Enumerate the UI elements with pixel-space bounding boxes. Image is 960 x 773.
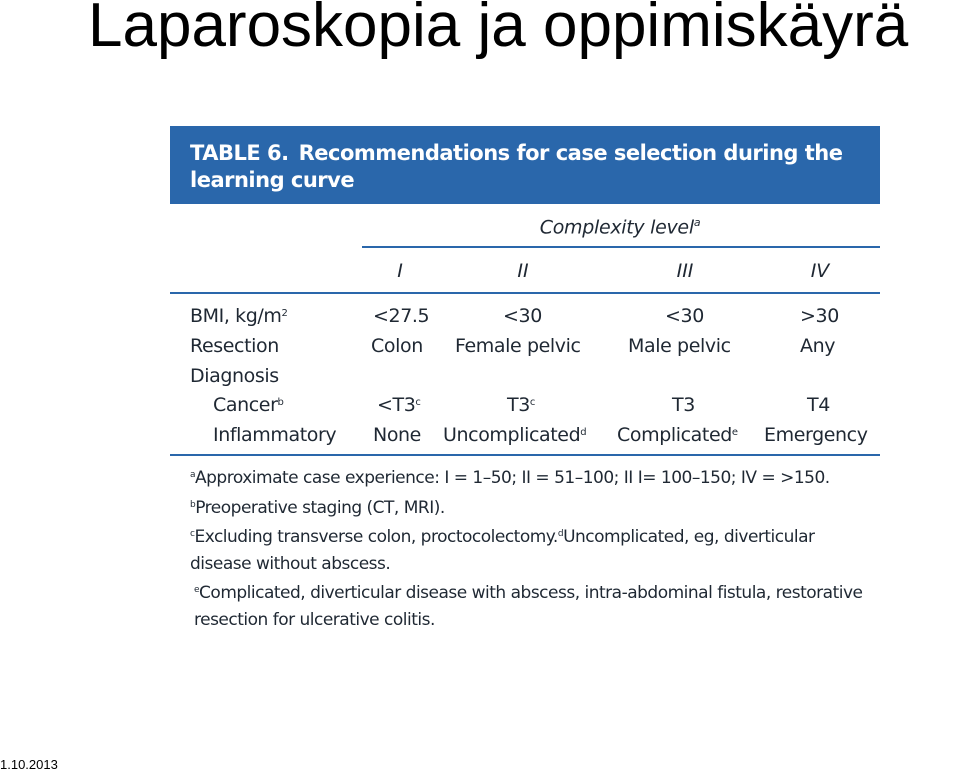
cell-inflammatory-level-3: Complicated$^e$ <box>617 424 738 446</box>
complexity-header-mark: a <box>693 216 701 229</box>
slide-date: 1.10.2013 <box>0 757 58 772</box>
rule-body-bottom <box>170 454 880 456</box>
cell-bmi-level-1: <27.5 <box>373 305 430 327</box>
rule-complexity <box>362 246 880 248</box>
table-caption-bar <box>170 126 880 204</box>
complexity-header-text: Complexity level <box>539 216 694 239</box>
slide-title: Laparoskopia ja oppimiskäyrä <box>88 0 909 60</box>
rule-header <box>170 292 880 294</box>
complexity-level-header <box>360 216 880 238</box>
cell-bmi-level-4: >30 <box>800 305 839 327</box>
cell-cancer-level-1: $<T3^c$ <box>377 394 421 416</box>
row-label-inflammatory: Inflammatory <box>213 424 337 446</box>
cell-inflammatory-level-4: Emergency <box>764 424 868 446</box>
row-label-diagnosis: Diagnosis <box>190 365 279 387</box>
cell-bmi-level-3: <30 <box>665 305 704 327</box>
cell-resection-level-1: Colon <box>371 335 423 357</box>
column-header-level-4: IV <box>810 260 830 282</box>
footnote-e: $^e$Complicated, diverticular disease with abscess, intra-abdominal fistula, restorative resection for ulcerative colitis. <box>194 583 863 630</box>
column-header-level-3: III <box>676 260 694 282</box>
column-header-level-2: II <box>517 260 529 282</box>
cell-cancer-level-4: T4 <box>807 394 830 416</box>
cell-inflammatory-level-2: Uncomplicated$^d$ <box>443 424 587 446</box>
cell-bmi-level-2: <30 <box>503 305 542 327</box>
table-footnotes <box>190 462 870 633</box>
cell-resection-level-4: Any <box>800 335 836 357</box>
row-label-resection: Resection <box>190 335 279 357</box>
table-caption-text: Recommendations for case selection during the learning curve <box>190 141 843 192</box>
row-label-cancer: Cancer$^b$ <box>213 394 284 416</box>
footnote-a: $^a$Approximate case experience: I = 1–50; II = 51–100; II I= 100–150; IV = >150. <box>190 468 830 488</box>
cell-cancer-level-2: T3$^c$ <box>507 394 536 416</box>
table-figure <box>170 126 880 630</box>
table-label: TABLE 6. <box>190 141 289 165</box>
cell-cancer-level-3: T3 <box>672 394 695 416</box>
column-header-level-1: I <box>397 260 403 282</box>
footnote-c-d: $^c$Excluding transverse colon, proctocolectomy.$^d$Uncomplicated, eg, diverticular disease without abscess. <box>190 527 815 574</box>
row-label-bmi: BMI, $kg/m^2$ <box>190 305 288 327</box>
cell-inflammatory-level-1: None <box>373 424 421 446</box>
cell-resection-level-3: Male pelvic <box>628 335 731 357</box>
footnote-b: $^b$Preoperative staging (CT, MRI). <box>190 497 445 518</box>
cell-resection-level-2: Female pelvic <box>455 335 581 357</box>
table-caption <box>190 140 850 194</box>
